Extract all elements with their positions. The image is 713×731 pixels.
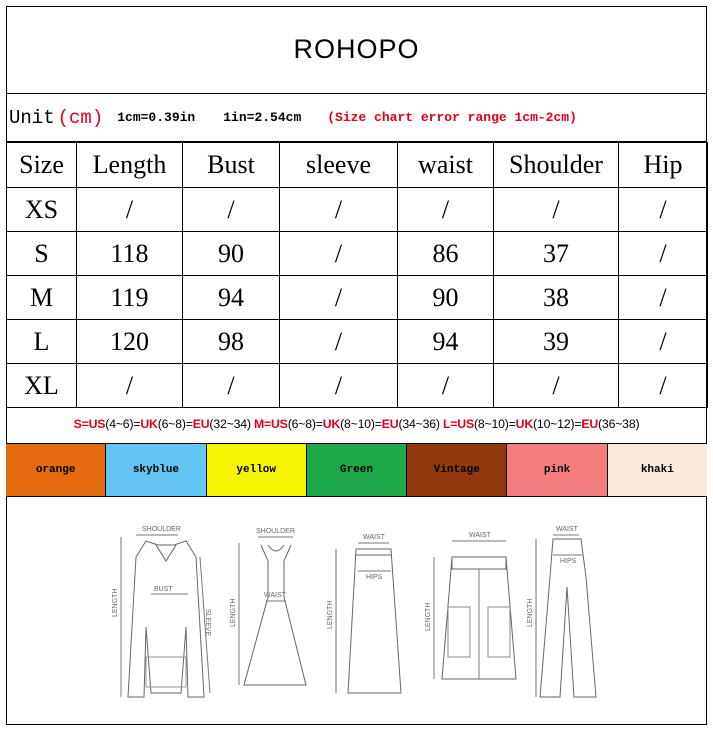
table-row	[7, 364, 708, 408]
color-swatch-vintage	[407, 444, 507, 496]
swatch-label: skyblue	[132, 464, 180, 476]
conv-text: (6~8)=	[287, 417, 323, 431]
diagram-label: SLEEVE	[204, 609, 211, 637]
table-cell: L	[7, 320, 77, 364]
table-cell: 37	[494, 232, 619, 276]
table-cell: 94	[183, 276, 280, 320]
conv-text: EU	[192, 417, 210, 431]
diagram-label: LENGTH	[425, 602, 432, 631]
conv-text: UK	[322, 417, 341, 431]
diagram-label: LENGTH	[112, 588, 119, 617]
conv-text: (34~36)	[398, 417, 440, 431]
conv-text: (36~38)	[598, 417, 640, 431]
swatch-label: khaki	[640, 464, 674, 476]
conv-text: L=	[443, 417, 458, 431]
swatch-label: Green	[339, 464, 373, 476]
table-cell: 118	[77, 232, 183, 276]
table-header-row	[7, 143, 708, 188]
conv-text: US	[88, 417, 106, 431]
conv-s	[74, 417, 251, 431]
table-cell: /	[280, 188, 398, 232]
conv-text: US	[271, 417, 288, 431]
diagram-label: HIPS	[366, 574, 383, 581]
table-cell: /	[280, 232, 398, 276]
swatch-label: Vintage	[433, 464, 480, 476]
table-cell: /	[619, 276, 708, 320]
header-cell: Bust	[183, 143, 280, 188]
unit-label: Unit	[9, 106, 55, 129]
table-cell: 90	[398, 276, 494, 320]
conv-text: (8~10)=	[473, 417, 516, 431]
diagram-label: BUST	[154, 586, 173, 593]
diagram-label: WAIST	[264, 592, 286, 599]
table-cell: /	[494, 364, 619, 408]
table-cell: /	[619, 364, 708, 408]
table-cell: /	[280, 276, 398, 320]
header-cell: Size	[7, 143, 77, 188]
table-row	[7, 232, 708, 276]
garment-diagrams	[6, 497, 707, 725]
conv-text: EU	[381, 417, 399, 431]
size-table	[6, 142, 708, 408]
color-swatch-khaki	[608, 444, 707, 496]
table-cell: 39	[494, 320, 619, 364]
table-row	[7, 276, 708, 320]
diagram-label: LENGTH	[327, 600, 334, 629]
conv-text: UK	[515, 417, 534, 431]
header-cell: waist	[398, 143, 494, 188]
color-swatch-orange	[6, 444, 106, 496]
conv-text: M=	[253, 417, 271, 431]
conv-text: UK	[140, 417, 158, 431]
table-cell: /	[619, 320, 708, 364]
coat-diagram	[112, 526, 211, 697]
conv-text: (10~12)=	[533, 417, 582, 431]
table-cell: 38	[494, 276, 619, 320]
swatch-label: yellow	[236, 464, 276, 476]
diagram-label: WAIST	[469, 532, 491, 539]
table-cell: /	[494, 188, 619, 232]
header-cell: Hip	[619, 143, 708, 188]
conv-text: (4~6)=	[105, 417, 141, 431]
table-cell: 98	[183, 320, 280, 364]
table-cell: /	[619, 232, 708, 276]
table-cell: 90	[183, 232, 280, 276]
header-cell: Shoulder	[494, 143, 619, 188]
swatch-label: pink	[543, 464, 571, 476]
table-cell: /	[619, 188, 708, 232]
table-cell: /	[280, 320, 398, 364]
table-cell: 119	[77, 276, 183, 320]
color-swatch-skyblue	[106, 444, 206, 496]
table-cell: /	[77, 188, 183, 232]
diagram-label: HIPS	[560, 558, 577, 565]
swatch-label: orange	[35, 464, 76, 476]
table-cell: M	[7, 276, 77, 320]
diagram-label: SHOULDER	[142, 526, 181, 533]
table-cell: /	[280, 364, 398, 408]
conv-text: US	[457, 417, 474, 431]
brand-title: ROHOPO	[6, 6, 707, 94]
size-conversion-row	[6, 405, 707, 444]
conv-text: (32~34)	[209, 417, 251, 431]
pants-diagram	[527, 526, 596, 697]
dress-diagram	[230, 528, 306, 685]
header-cell: sleeve	[280, 143, 398, 188]
table-cell: S	[7, 232, 77, 276]
diagram-label: WAIST	[556, 526, 578, 533]
color-swatches	[6, 444, 707, 497]
conv-text: S=	[73, 417, 89, 431]
table-cell: /	[183, 188, 280, 232]
unit-error-note: (Size chart error range 1cm-2cm)	[327, 110, 577, 125]
color-swatch-yellow	[207, 444, 307, 496]
table-row	[7, 320, 708, 364]
conv-text: (8~10)=	[340, 417, 382, 431]
table-cell: /	[398, 364, 494, 408]
diagram-label: LENGTH	[527, 598, 534, 627]
unit-conv-cm: 1cm=0.39in	[117, 110, 196, 125]
unit-row	[6, 94, 707, 142]
diagram-label: LENGTH	[230, 598, 237, 627]
table-cell: /	[398, 188, 494, 232]
unit-conv-in: 1in=2.54cm	[223, 110, 302, 125]
conv-l	[443, 417, 639, 431]
diagram-label: WAIST	[363, 534, 385, 541]
conv-text: (6~8)=	[157, 417, 193, 431]
color-swatch-green	[307, 444, 407, 496]
table-cell: XL	[7, 364, 77, 408]
table-row	[7, 188, 708, 232]
table-cell: /	[183, 364, 280, 408]
table-cell: /	[77, 364, 183, 408]
denim-skirt-diagram	[425, 532, 516, 679]
color-swatch-pink	[507, 444, 607, 496]
table-cell: 86	[398, 232, 494, 276]
skirt-diagram	[327, 534, 401, 693]
diagram-label: SHOULDER	[256, 528, 295, 535]
table-cell: 94	[398, 320, 494, 364]
unit-paren: (cm)	[57, 106, 104, 129]
table-cell: 120	[77, 320, 183, 364]
conv-text: EU	[581, 417, 599, 431]
table-cell: XS	[7, 188, 77, 232]
conv-m	[254, 417, 440, 431]
header-cell: Length	[77, 143, 183, 188]
